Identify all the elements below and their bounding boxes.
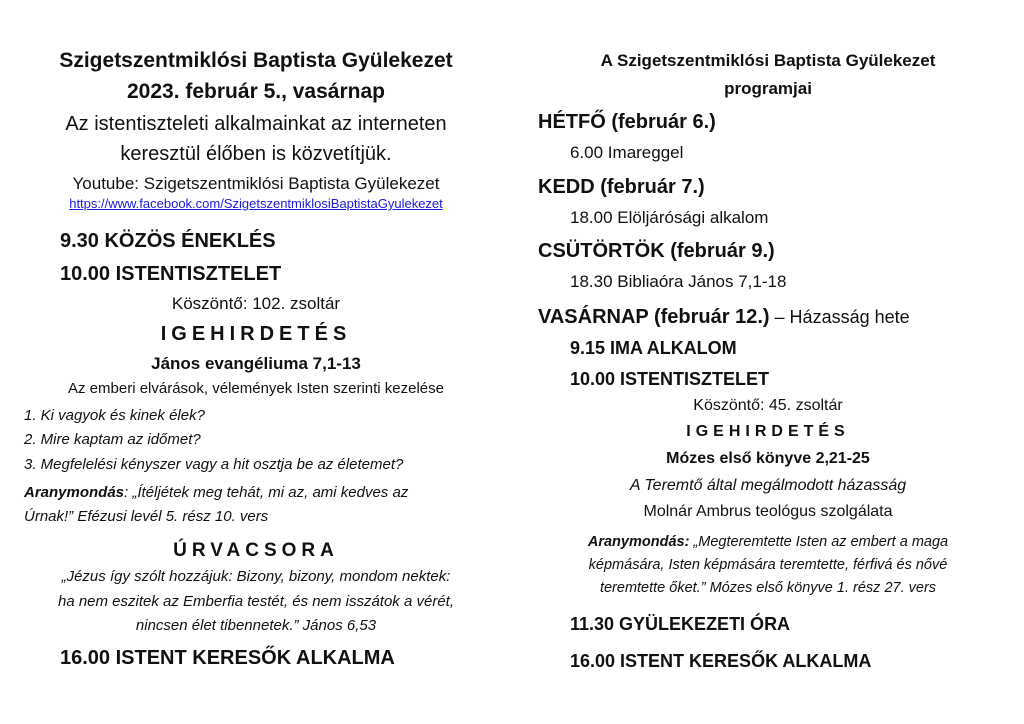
sermon-passage: János evangéliuma 7,1-13 — [151, 354, 361, 373]
golden-verse-line1 — [24, 485, 408, 500]
sermon-title: Az emberi elvárások, vélemények Isten szerinti kezelése — [68, 380, 444, 397]
communion-heading: ÚRVACSORA — [173, 540, 339, 561]
sunday-heading — [538, 307, 910, 327]
church-name: Szigetszentmiklósi Baptista Gyülekezet — [59, 49, 453, 72]
greeting-psalm: Köszöntő: 102. zsoltár — [171, 294, 341, 313]
programs-title-line1: A Szigetszentmiklósi Baptista Gyülekezet — [600, 51, 936, 70]
event-prayer: 9.15 IMA ALKALOM — [570, 338, 737, 358]
golden-verse-text: : „Ítéljétek meg tehát, mi az, ami kedves az — [124, 484, 409, 501]
event-seekers: 16.00 ISTENT KERESŐK ALKALMA — [60, 647, 395, 669]
communion-quote-line: „Jézus így szólt hozzájuk: Bizony, bizony, mondom nektek: — [61, 568, 451, 585]
day-heading: KEDD (február 7.) — [538, 176, 705, 198]
communion-quote-line: ha nem eszitek az Emberfia testét, és nem isszátok a vérét, — [57, 593, 454, 610]
preacher: Molnár Ambrus teológus szolgálata — [643, 503, 893, 520]
sermon-title: A Teremtő által megálmodott házasság — [629, 477, 907, 494]
event-service: 10.00 ISTENTISZTELET — [570, 369, 770, 389]
sermon-heading: IGEHIRDETÉS — [686, 423, 850, 440]
golden-verse-label: Aranymondás — [24, 484, 125, 501]
day-heading: CSÜTÖRTÖK (február 9.) — [538, 240, 775, 262]
youtube-channel: Youtube: Szigetszentmiklósi Baptista Gyülekezet — [72, 174, 440, 193]
event-service: 10.00 ISTENTISZTELET — [60, 263, 282, 285]
event-seekers: 16.00 ISTENT KERESŐK ALKALMA — [570, 651, 872, 671]
greeting-psalm: Köszöntő: 45. zsoltár — [693, 397, 843, 414]
facebook-link[interactable]: https://www.facebook.com/SzigetszentmiklosiBaptistaGyulekezet — [69, 196, 443, 211]
programs-title-line2: programjai — [724, 79, 812, 98]
sermon-point: 3. Megfelelési kényszer vagy a hit osztja be az életemet? — [24, 456, 404, 473]
service-date: 2023. február 5., vasárnap — [127, 80, 385, 103]
golden-verse-text: „Megteremtette Isten az embert a maga — [689, 534, 949, 550]
golden-verse-line2: Úrnak!” Efézusi levél 5. rész 10. vers — [24, 508, 269, 525]
day-item: 18.00 Elöljárósági alkalom — [570, 208, 769, 227]
sermon-passage: Mózes első könyve 2,21-25 — [666, 450, 870, 467]
sunday-day: VASÁRNAP (február 12.) — [538, 306, 770, 328]
broadcast-intro-line1: Az istentiszteleti alkalmainkat az interneten — [65, 113, 447, 135]
event-church-hour: 11.30 GYÜLEKEZETI ÓRA — [570, 614, 791, 634]
sermon-heading: IGEHIRDETÉS — [160, 323, 352, 345]
golden-verse-label: Aranymondás: — [587, 534, 690, 550]
communion-quote-line: nincsen élet tibennetek.” János 6,53 — [135, 617, 377, 634]
day-item: 6.00 Imareggel — [570, 143, 684, 162]
golden-verse-line3: teremtette őket.” Mózes első könyve 1. rész 27. vers — [599, 580, 937, 596]
broadcast-intro-line2: keresztül élőben is közvetítjük. — [120, 143, 392, 165]
sermon-point: 1. Ki vagyok és kinek élek? — [24, 407, 205, 424]
event-singing: 9.30 KÖZÖS ÉNEKLÉS — [60, 230, 276, 252]
sermon-point: 2. Mire kaptam az időmet? — [24, 431, 201, 448]
golden-verse-line2: képmására, Isten képmására teremtette, férfivá és nővé — [588, 557, 948, 573]
golden-verse-line1 — [512, 535, 1024, 550]
day-item: 18.30 Bibliaóra János 7,1-18 — [570, 272, 787, 291]
day-heading: HÉTFŐ (február 6.) — [538, 111, 716, 133]
sunday-theme: – Házasság hete — [769, 307, 910, 327]
